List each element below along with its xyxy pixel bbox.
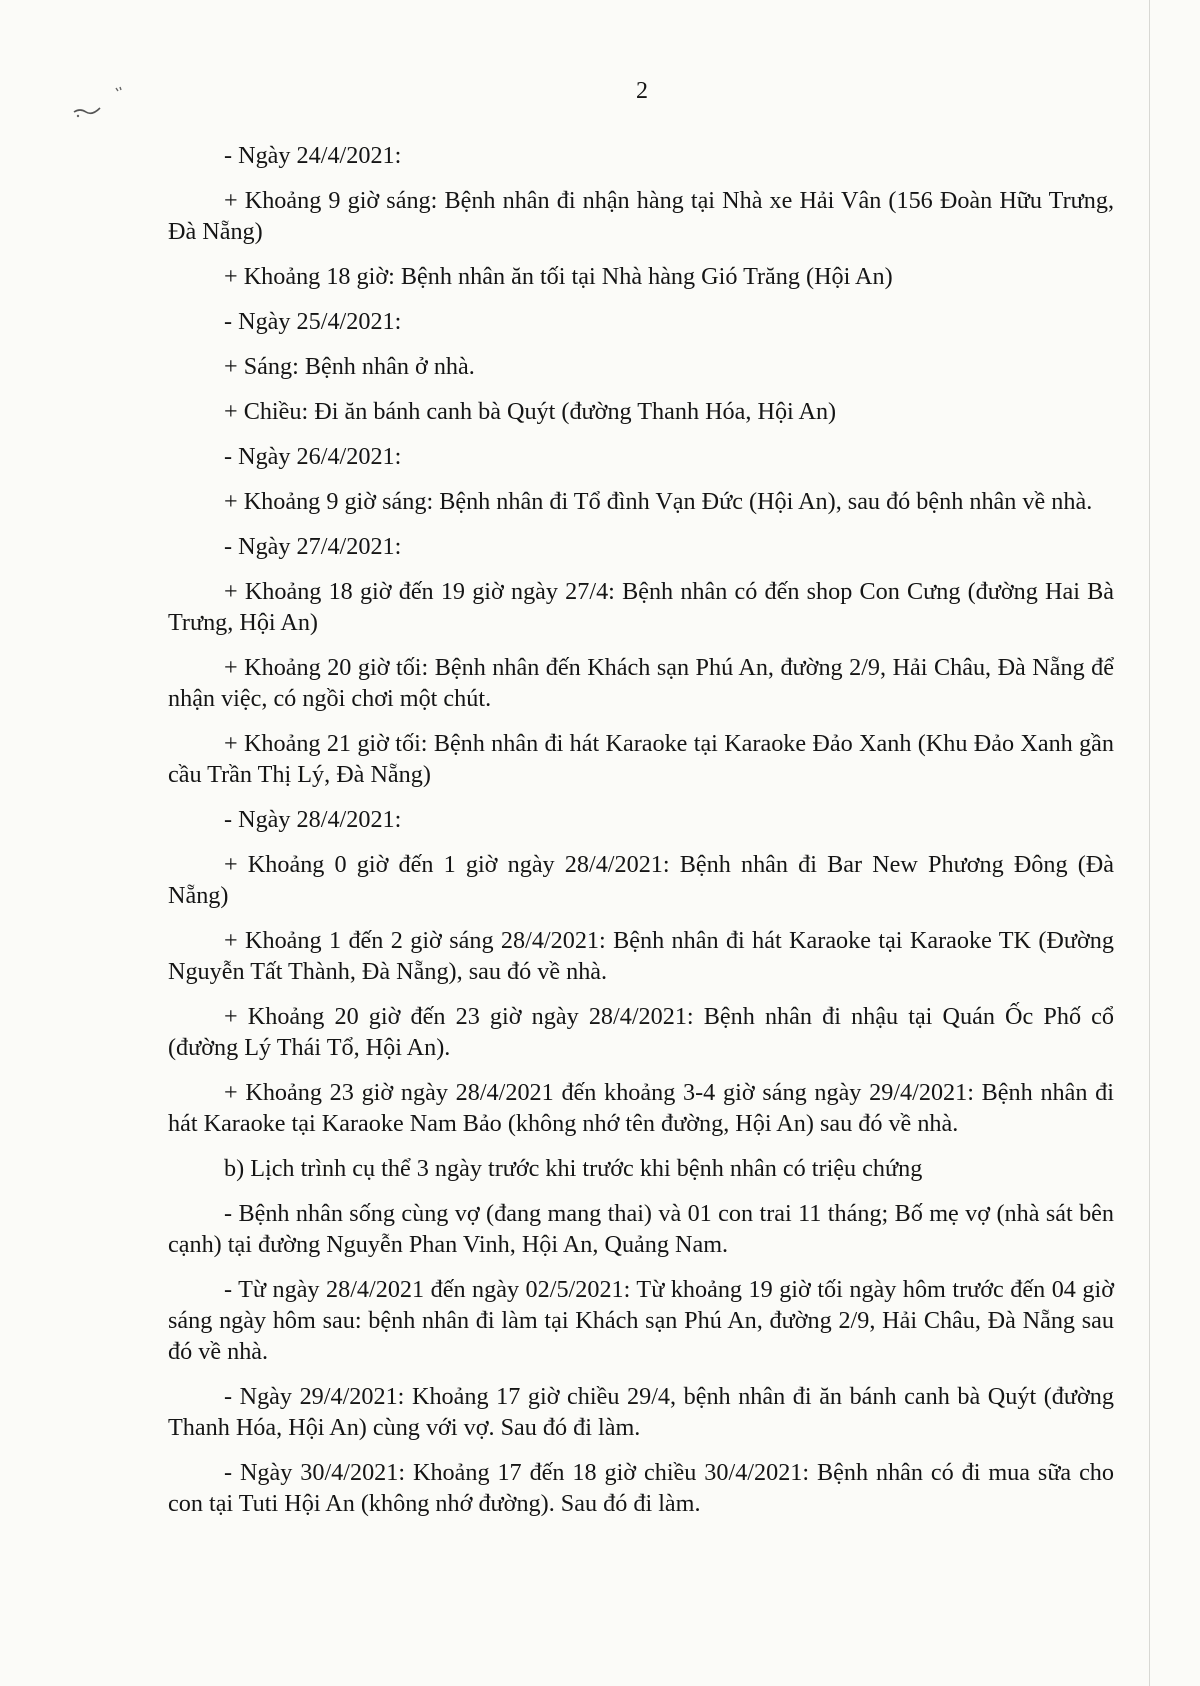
paragraph: - Ngày 27/4/2021: bbox=[224, 533, 402, 560]
paragraph: + Khoảng 9 giờ sáng: Bệnh nhân đi Tổ đình Vạn Đức (Hội An), sau đó bệnh nhân về nhà. bbox=[224, 488, 1093, 515]
paragraph: - Ngày 24/4/2021: bbox=[224, 142, 402, 169]
paragraph: - Ngày 25/4/2021: bbox=[224, 308, 402, 335]
paragraph: + Khoảng 0 giờ đến 1 giờ ngày 28/4/2021: Bệnh nhân đi Bar New Phương Đông (Đà Nẵng) bbox=[168, 851, 1114, 909]
paragraph: + Khoảng 23 giờ ngày 28/4/2021 đến khoảng 3-4 giờ sáng ngày 29/4/2021: Bệnh nhân đi hát Karaoke tại Karaoke Nam Bảo (không nhớ tên đường, Hội An) sau đó về nhà. bbox=[168, 1079, 1114, 1137]
paragraph: + Khoảng 18 giờ đến 19 giờ ngày 27/4: Bệnh nhân có đến shop Con Cưng (đường Hai Bà Trưng, Hội An) bbox=[168, 578, 1114, 636]
paragraph: - Ngày 30/4/2021: Khoảng 17 đến 18 giờ chiều 30/4/2021: Bệnh nhân có đi mua sữa cho con tại Tuti Hội An (không nhớ đường). Sau đó đi làm. bbox=[168, 1459, 1114, 1517]
paragraph: + Khoảng 9 giờ sáng: Bệnh nhân đi nhận hàng tại Nhà xe Hải Vân (156 Đoàn Hữu Trưng, Đà Nẵng) bbox=[168, 187, 1114, 245]
paragraph: + Khoảng 1 đến 2 giờ sáng 28/4/2021: Bệnh nhân đi hát Karaoke tại Karaoke TK (Đường Nguyễn Tất Thành, Đà Nẵng), sau đó về nhà. bbox=[168, 927, 1114, 985]
paragraph: + Khoảng 21 giờ tối: Bệnh nhân đi hát Karaoke tại Karaoke Đảo Xanh (Khu Đảo Xanh gần cầu Trần Thị Lý, Đà Nẵng) bbox=[168, 730, 1114, 788]
paragraph: + Khoảng 20 giờ đến 23 giờ ngày 28/4/2021: Bệnh nhân đi nhậu tại Quán Ốc Phố cổ (đường Lý Thái Tổ, Hội An). bbox=[168, 1003, 1114, 1061]
paragraph: - Từ ngày 28/4/2021 đến ngày 02/5/2021: Từ khoảng 19 giờ tối ngày hôm trước đến 04 giờ sáng ngày hôm sau: bệnh nhân đi làm tại Khách sạn Phú An, đường 2/9, Hải Châu, Đà Nẵng sau đó về nhà. bbox=[168, 1276, 1114, 1365]
scan-smudge-mark bbox=[70, 82, 130, 122]
paragraph: - Bệnh nhân sống cùng vợ (đang mang thai) và 01 con trai 11 tháng; Bố mẹ vợ (nhà sát bên cạnh) tại đường Nguyễn Phan Vinh, Hội An, Quảng Nam. bbox=[168, 1200, 1114, 1258]
paragraph: - Ngày 28/4/2021: bbox=[224, 806, 402, 833]
paragraph: + Khoảng 18 giờ: Bệnh nhân ăn tối tại Nhà hàng Gió Trăng (Hội An) bbox=[224, 263, 893, 290]
scan-edge-line bbox=[1149, 0, 1150, 1686]
paragraph: + Sáng: Bệnh nhân ở nhà. bbox=[224, 353, 475, 380]
document-body bbox=[168, 140, 1114, 1533]
page-number: 2 bbox=[636, 78, 648, 104]
paragraph: - Ngày 29/4/2021: Khoảng 17 giờ chiều 29/4, bệnh nhân đi ăn bánh canh bà Quýt (đường Thanh Hóa, Hội An) cùng với vợ. Sau đó đi làm. bbox=[168, 1383, 1114, 1441]
paragraph: b) Lịch trình cụ thể 3 ngày trước khi trước khi bệnh nhân có triệu chứng bbox=[224, 1155, 923, 1182]
paragraph: + Khoảng 20 giờ tối: Bệnh nhân đến Khách sạn Phú An, đường 2/9, Hải Châu, Đà Nẵng để nhận việc, có ngồi chơi một chút. bbox=[168, 654, 1114, 712]
paragraph: - Ngày 26/4/2021: bbox=[224, 443, 402, 470]
paragraph: + Chiều: Đi ăn bánh canh bà Quýt (đường Thanh Hóa, Hội An) bbox=[224, 398, 837, 425]
